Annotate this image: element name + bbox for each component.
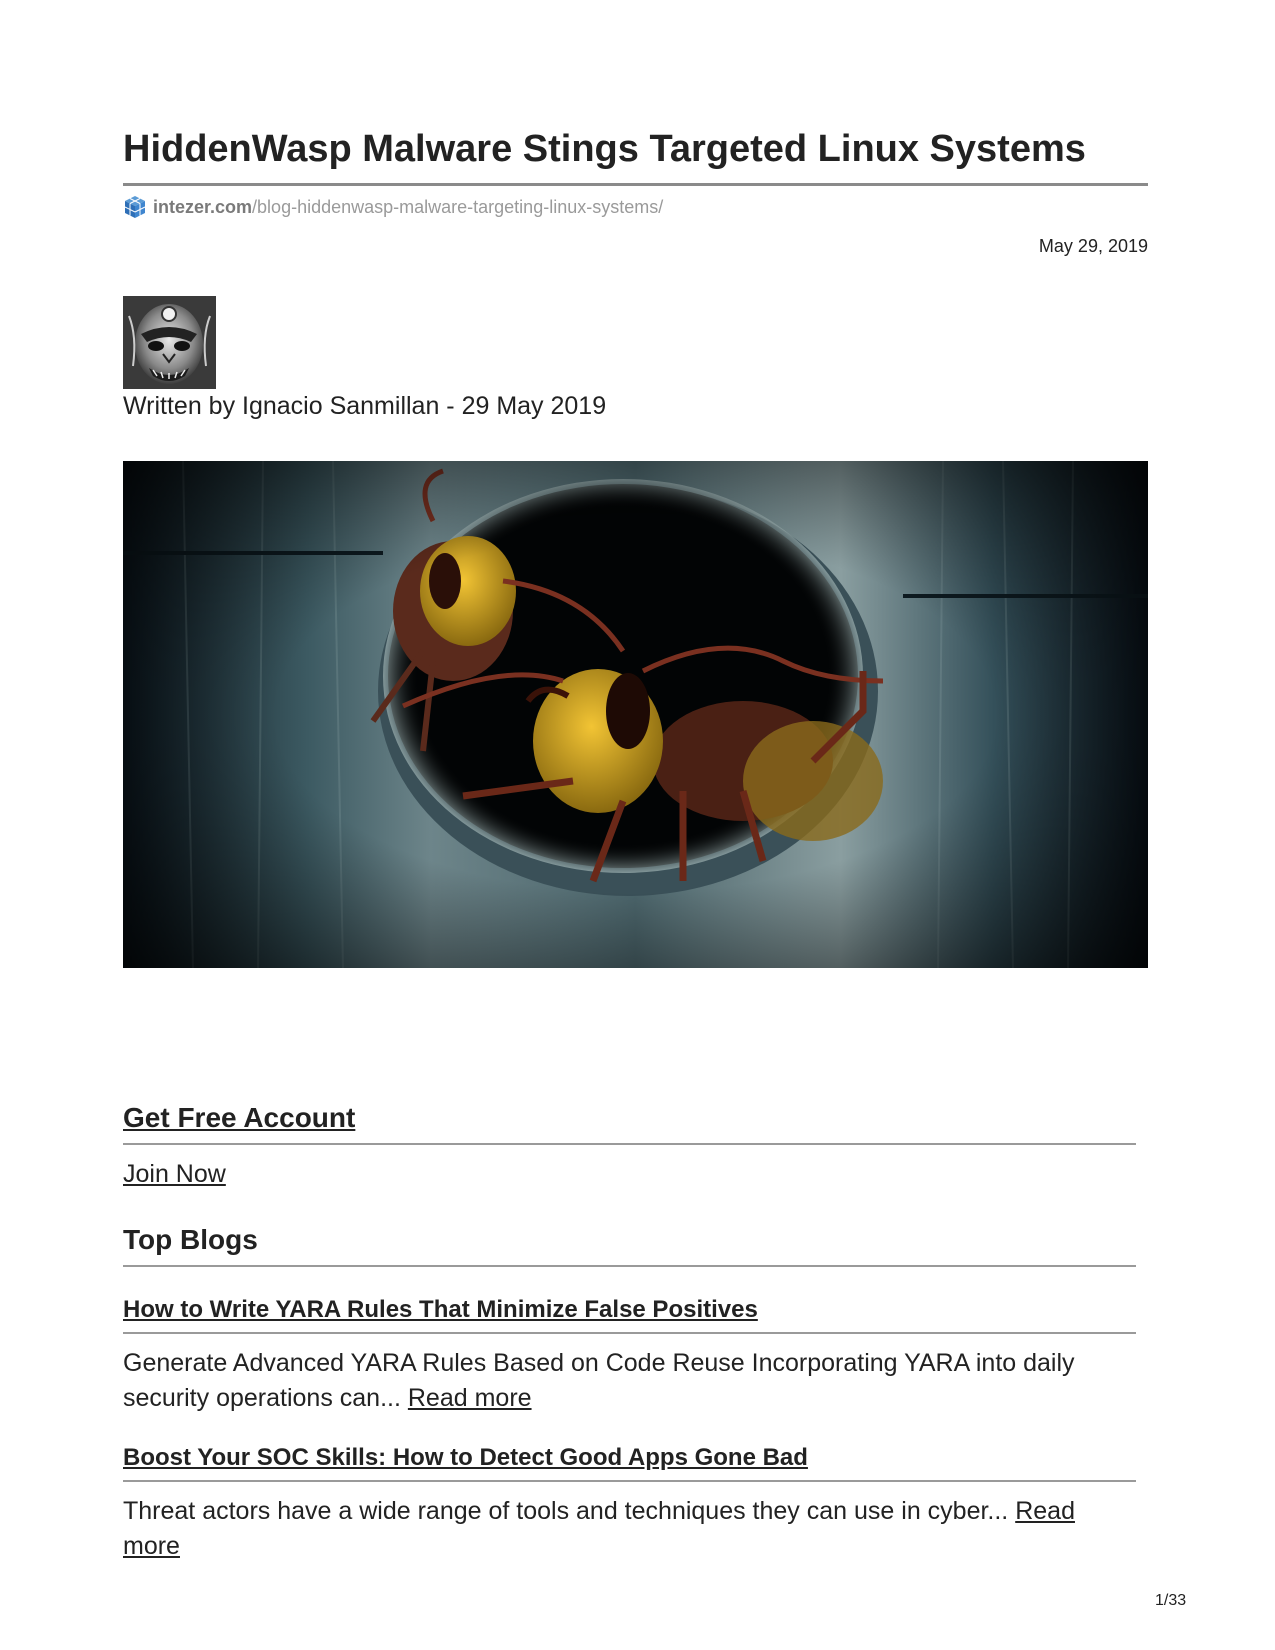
blog-post-title[interactable]: How to Write YARA Rules That Minimize False Positives [123,1296,758,1323]
top-blogs-divider [123,1265,1136,1267]
get-free-account-heading[interactable]: Get Free Account [123,1102,356,1133]
blog-post-excerpt [123,1494,1136,1564]
join-now-link[interactable]: Join Now [123,1160,226,1188]
source-path: /blog-hiddenwasp-malware-targeting-linux-systems/ [252,196,664,217]
blog-post-excerpt-text: Generate Advanced YARA Rules Based on Code Reuse Incorporating YARA into daily security operations can... [123,1349,1075,1412]
blog-post-divider [123,1480,1136,1482]
blog-post-title[interactable]: Boost Your SOC Skills: How to Detect Good Apps Gone Bad [123,1444,808,1471]
wasp-photo [123,461,1148,968]
author-byline: Written by Ignacio Sanmillan - 29 May 2019 [123,392,607,420]
blog-post-excerpt [123,1346,1136,1416]
avatar-image [123,296,216,389]
author-avatar [123,296,216,389]
blog-post-excerpt-text: Threat actors have a wide range of tools and techniques they can use in cyber... [123,1497,1016,1525]
cube-icon [123,195,147,219]
title-divider [123,183,1148,186]
read-more-link[interactable]: Read more [123,1497,1075,1560]
page-number: 1/33 [1155,1592,1187,1609]
top-blogs-heading: Top Blogs [123,1224,258,1255]
source-domain: intezer.com [153,196,253,217]
article-date: May 29, 2019 [1038,236,1148,256]
account-divider [123,1143,1136,1145]
source-link[interactable] [123,195,663,219]
blog-post-divider [123,1332,1136,1334]
read-more-link[interactable]: Read more [407,1384,532,1412]
article-title: HiddenWasp Malware Stings Targeted Linux Systems [123,128,1086,170]
hero-image [123,461,1148,968]
